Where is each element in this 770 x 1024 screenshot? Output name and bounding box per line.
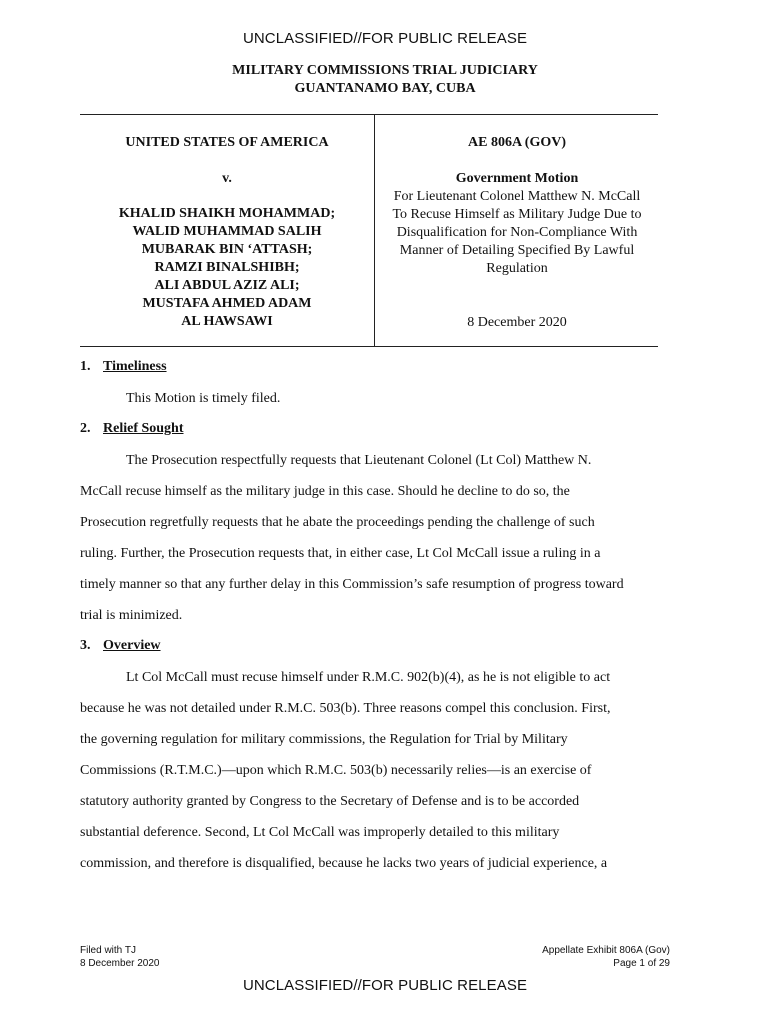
section-title: Timeliness (103, 359, 167, 374)
paragraph-line: because he was not detailed under R.M.C. 503(b). Three reasons compel this conclusion. First, (80, 701, 611, 716)
timeliness-paragraph (80, 383, 670, 414)
paragraph-line: ruling. Further, the Prosecution requests that, in either case, Lt Col McCall issue a ruling in a (80, 546, 601, 561)
paragraph-line: This Motion is timely filed. (126, 391, 281, 406)
paragraph-line: commission, and therefore is disqualified, because he lacks two years of judicial experience, a (80, 856, 608, 871)
defendants-list (80, 205, 374, 331)
paragraph-line: statutory authority granted by Congress to the Secretary of Defense and is to be accorded (80, 794, 580, 809)
section-heading-overview (80, 638, 161, 654)
motion-description (376, 188, 658, 278)
versus: v. (222, 171, 232, 186)
section-heading-relief (80, 421, 184, 437)
section-title: Overview (103, 638, 161, 653)
motion-desc-line: For Lieutenant Colonel Matthew N. McCall (393, 189, 641, 204)
motion-desc-line: To Recuse Himself as Military Judge Due to (392, 207, 642, 222)
court-location: GUANTANAMO BAY, CUBA (294, 81, 476, 96)
paragraph-line: the governing regulation for military commissions, the Regulation for Trial by Military (80, 732, 568, 747)
section-number: 2. (80, 421, 91, 436)
motion-desc-line: Manner of Detailing Specified By Lawful (399, 243, 635, 258)
page-number: Page 1 of 29 (613, 958, 670, 969)
case-caption-parties (80, 134, 374, 331)
section-heading-timeliness (80, 359, 167, 375)
relief-paragraph (80, 445, 670, 631)
exhibit-number: AE 806A (GOV) (468, 135, 566, 150)
section-number: 3. (80, 638, 91, 653)
paragraph-line: Lt Col McCall must recuse himself under R.M.C. 902(b)(4), as he is not eligible to act (126, 670, 611, 685)
court-name: MILITARY COMMISSIONS TRIAL JUDICIARY (232, 63, 538, 78)
motion-title: Government Motion (455, 171, 579, 186)
section-title: Relief Sought (103, 421, 184, 436)
defendant-line: WALID MUHAMMAD SALIH (132, 224, 322, 239)
overview-paragraph (80, 662, 670, 879)
footer-filing-info (80, 944, 160, 970)
court-heading (0, 62, 770, 98)
footer-filed-with: Filed with TJ (80, 945, 136, 956)
defendant-line: AL HAWSAWI (181, 314, 273, 329)
defendant-line: ALI ABDUL AZIZ ALI; (154, 278, 300, 293)
motion-desc-line: Regulation (486, 261, 548, 276)
paragraph-line: The Prosecution respectfully requests that Lieutenant Colonel (Lt Col) Matthew N. (126, 453, 592, 468)
defendant-line: MUSTAFA AHMED ADAM (142, 296, 312, 311)
caption-bottom-rule (80, 346, 658, 347)
plaintiff: UNITED STATES OF AMERICA (125, 135, 329, 150)
paragraph-line: substantial deference. Second, Lt Col McCall was improperly detailed to this military (80, 825, 560, 840)
paragraph-line: McCall recuse himself as the military judge in this case. Should he decline to do so, the (80, 484, 570, 499)
caption-top-rule (80, 114, 658, 115)
defendant-line: MUBARAK BIN ‘ATTASH; (141, 242, 313, 257)
paragraph-line: Commissions (R.T.M.C.)—upon which R.M.C. 503(b) necessarily relies—is an exercise of (80, 763, 592, 778)
defendant-line: KHALID SHAIKH MOHAMMAD; (118, 206, 336, 221)
footer-exhibit-info (440, 944, 670, 970)
defendant-line: RAMZI BINALSHIBH; (154, 260, 300, 275)
caption-divider (374, 114, 375, 347)
motion-desc-line: Disqualification for Non-Compliance With (396, 225, 638, 240)
case-caption-motion (376, 134, 658, 332)
classification-header: UNCLASSIFIED//FOR PUBLIC RELEASE (242, 30, 528, 47)
footer-filed-date: 8 December 2020 (80, 958, 160, 969)
filing-date: 8 December 2020 (467, 315, 567, 330)
paragraph-line: trial is minimized. (80, 608, 183, 623)
paragraph-line: Prosecution regretfully requests that he abate the proceedings pending the challenge of such (80, 515, 595, 530)
classification-footer: UNCLASSIFIED//FOR PUBLIC RELEASE (242, 977, 528, 994)
footer-exhibit-number: Appellate Exhibit 806A (Gov) (542, 945, 670, 956)
section-number: 1. (80, 359, 91, 374)
paragraph-line: timely manner so that any further delay in this Commission’s safe resumption of progress toward (80, 577, 624, 592)
